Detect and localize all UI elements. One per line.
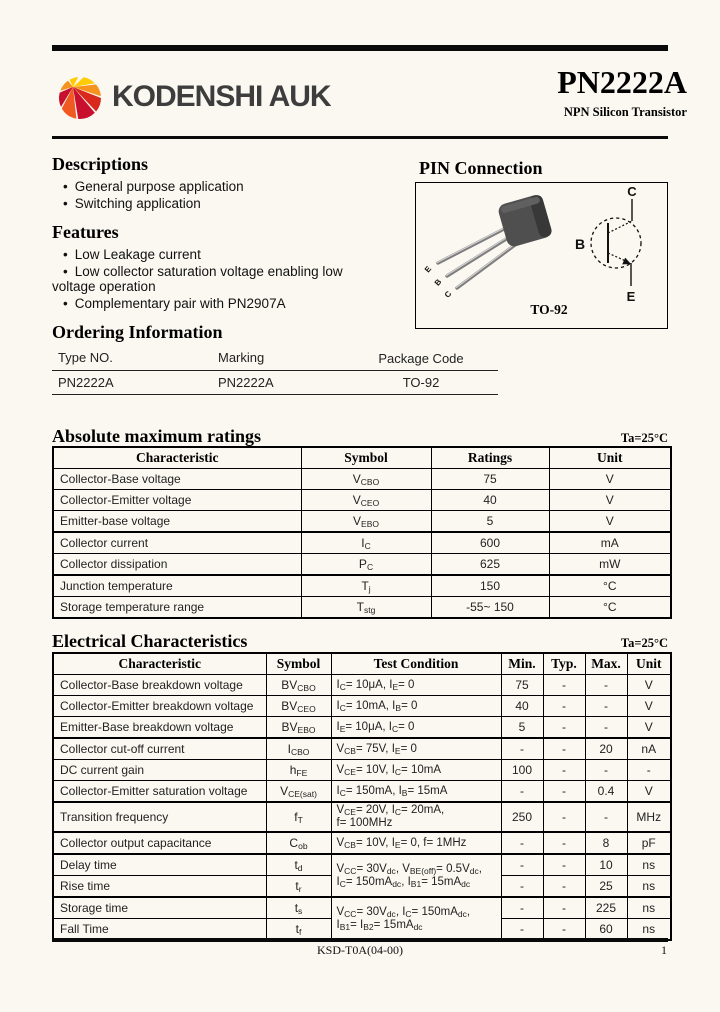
cell-characteristic: Collector-Emitter voltage — [53, 490, 301, 511]
cell-typ: - — [543, 897, 585, 919]
table-row — [53, 469, 671, 490]
cell-symbol: $I_C$ — [301, 532, 431, 554]
device-subtitle: NPN Silicon Transistor — [563, 105, 687, 119]
cell-rating: 625 — [431, 554, 549, 576]
list-item: • Low Leakage current — [52, 247, 360, 263]
lead-label-base: B — [432, 277, 444, 288]
abs-max-title: Absolute maximum ratings — [52, 426, 262, 446]
cell-characteristic: Rise time — [53, 876, 266, 898]
cell-max: - — [585, 675, 627, 696]
table-row — [53, 781, 671, 803]
cell-min: - — [501, 832, 543, 854]
cell-max: 0.4 — [585, 781, 627, 803]
cell-min: - — [501, 897, 543, 919]
cell-unit: pF — [627, 832, 671, 854]
cell-unit: °C — [549, 597, 671, 619]
cell: PN2222A — [212, 371, 344, 395]
list-item: • General purpose application — [52, 179, 362, 195]
cell-symbol: $t_d$ — [266, 854, 331, 876]
table-row — [53, 832, 671, 854]
cell-characteristic: Delay time — [53, 854, 266, 876]
table-row — [53, 490, 671, 511]
pin-connection-drawing — [416, 183, 667, 328]
cell-unit: - — [627, 760, 671, 781]
cell-rating: 5 — [431, 511, 549, 533]
cell-typ: - — [543, 696, 585, 717]
cell-typ: - — [543, 832, 585, 854]
cell-symbol: $BV_{CEO}$ — [266, 696, 331, 717]
elec-table — [52, 652, 672, 941]
pin-connection-title: PIN Connection — [419, 158, 543, 178]
cell-unit: V — [549, 490, 671, 511]
cell-min: 40 — [501, 696, 543, 717]
cell-characteristic: Junction temperature — [53, 575, 301, 597]
cell-test-condition: $I_E= 10\mu A$, $I_C= 0$ — [331, 717, 501, 739]
cell-max: - — [585, 696, 627, 717]
table-row — [53, 696, 671, 717]
column-header: Characteristic — [53, 653, 266, 675]
ordering-title: Ordering Information — [52, 322, 223, 342]
cell-test-condition: $V_{CE}= 10V$, $I_C= 10mA$ — [331, 760, 501, 781]
header-divider — [52, 136, 668, 139]
cell-characteristic: Emitter-Base breakdown voltage — [53, 717, 266, 739]
cell-characteristic: Collector dissipation — [53, 554, 301, 576]
abs-max-condition-note: Ta=25°C — [620, 431, 668, 445]
company-logo — [56, 73, 331, 121]
cell-unit: V — [627, 717, 671, 739]
symbol-label-collector: C — [627, 184, 637, 199]
column-header: Symbol — [266, 653, 331, 675]
cell-max: 20 — [585, 738, 627, 760]
column-header: Ratings — [431, 447, 549, 469]
cell-typ: - — [543, 876, 585, 898]
page-number: 1 — [661, 943, 667, 957]
cell-characteristic: Collector cut-off current — [53, 738, 266, 760]
cell-symbol: $BV_{CBO}$ — [266, 675, 331, 696]
column-header: Symbol — [301, 447, 431, 469]
descriptions-section — [52, 154, 362, 212]
cell-max: - — [585, 717, 627, 739]
cell-test-condition: $I_C= 10\mu A$, $I_E= 0$ — [331, 675, 501, 696]
cell-unit: V — [627, 675, 671, 696]
cell-test-condition: $I_C= 150mA$, $I_B= 15mA$ — [331, 781, 501, 803]
table-row — [52, 371, 498, 395]
cell-max: 225 — [585, 897, 627, 919]
cell-symbol: $t_s$ — [266, 897, 331, 919]
cell-rating: 600 — [431, 532, 549, 554]
cell-characteristic: Emitter-base voltage — [53, 511, 301, 533]
cell-max: 8 — [585, 832, 627, 854]
cell-max: - — [585, 802, 627, 832]
cell-symbol: $t_r$ — [266, 876, 331, 898]
cell-min: - — [501, 919, 543, 941]
part-number-title: PN2222A — [557, 64, 687, 100]
cell-characteristic: Collector-Base voltage — [53, 469, 301, 490]
cell-symbol: $T_{stg}$ — [301, 597, 431, 619]
ordering-table — [52, 347, 498, 395]
cell-test-condition: $V_{CE}= 20V$, $I_C= 20mA$, f= 100MHz — [331, 802, 501, 832]
cell-symbol: $V_{EBO}$ — [301, 511, 431, 533]
package-caption: TO-92 — [530, 302, 568, 317]
cell-min: 100 — [501, 760, 543, 781]
cell-symbol: $t_f$ — [266, 919, 331, 941]
column-header: Typ. — [543, 653, 585, 675]
cell-max: 10 — [585, 854, 627, 876]
cell-min: - — [501, 854, 543, 876]
cell-rating: 150 — [431, 575, 549, 597]
table-row — [53, 511, 671, 533]
brand-name: KODENSHI AUK — [112, 80, 331, 113]
cell-typ: - — [543, 675, 585, 696]
features-section — [52, 222, 360, 312]
cell-typ: - — [543, 919, 585, 941]
symbol-label-emitter: E — [626, 289, 636, 304]
cell-unit: V — [627, 781, 671, 803]
cell-symbol: $BV_{EBO}$ — [266, 717, 331, 739]
cell-characteristic: Collector output capacitance — [53, 832, 266, 854]
cell-test-condition: $V_{CC}= 30V_{dc}$, $I_C= 150mA_{dc}$, $I_{B1}= I_{B2}= 15mA_{dc}$ — [331, 897, 501, 940]
top-rule — [52, 45, 668, 51]
cell-unit: ns — [627, 876, 671, 898]
table-row — [53, 575, 671, 597]
column-header: Package Code — [344, 347, 498, 371]
cell-symbol: $f_T$ — [266, 802, 331, 832]
cell-characteristic: Collector-Base breakdown voltage — [53, 675, 266, 696]
elec-title: Electrical Characteristics — [52, 631, 248, 651]
cell-max: 25 — [585, 876, 627, 898]
cell: TO-92 — [344, 371, 498, 395]
descriptions-list — [52, 179, 362, 211]
table-row — [53, 597, 671, 619]
cell-min: - — [501, 738, 543, 760]
cell-unit: °C — [549, 575, 671, 597]
cell: PN2222A — [52, 371, 212, 395]
cell-typ: - — [543, 802, 585, 832]
pin-connection-box — [415, 182, 668, 329]
cell-unit: nA — [627, 738, 671, 760]
cell-test-condition: $V_{CB}= 75V$, $I_E= 0$ — [331, 738, 501, 760]
cell-symbol: $P_C$ — [301, 554, 431, 576]
cell-symbol: $I_{CBO}$ — [266, 738, 331, 760]
column-header: Test Condition — [331, 653, 501, 675]
column-header: Type NO. — [52, 347, 212, 371]
cell-typ: - — [543, 781, 585, 803]
cell-characteristic: DC current gain — [53, 760, 266, 781]
ordering-header-row — [52, 347, 498, 371]
cell-unit: ns — [627, 854, 671, 876]
cell-symbol: $V_{CE(sat)}$ — [266, 781, 331, 803]
lead-label-collector: C — [442, 289, 454, 300]
cell-test-condition: $V_{CC}= 30V_{dc}$, $V_{BE(off)}= 0.5V_{dc}$, $I_C= 150mA_{dc}$, $I_{B1}= 15mA_{dc}$ — [331, 854, 501, 897]
cell-characteristic: Collector-Emitter saturation voltage — [53, 781, 266, 803]
abs-max-table — [52, 446, 672, 619]
table-row — [53, 760, 671, 781]
column-header: Max. — [585, 653, 627, 675]
list-item: • Low collector saturation voltage enabling low voltage operation — [52, 264, 360, 295]
cell-unit: ns — [627, 919, 671, 941]
footer-divider — [52, 938, 668, 942]
cell-min: 250 — [501, 802, 543, 832]
list-item: • Switching application — [52, 196, 362, 212]
cell-typ: - — [543, 738, 585, 760]
cell-typ: - — [543, 717, 585, 739]
cell-symbol: $h_{FE}$ — [266, 760, 331, 781]
column-header: Unit — [627, 653, 671, 675]
cell-symbol: $C_{ob}$ — [266, 832, 331, 854]
cell-test-condition: $V_{CB}= 10V$, $I_E= 0$, f= 1MHz — [331, 832, 501, 854]
cell-rating: 40 — [431, 490, 549, 511]
cell-rating: 75 — [431, 469, 549, 490]
table-row — [53, 854, 671, 876]
abs-max-header-row — [53, 447, 671, 469]
elec-condition-note: Ta=25°C — [620, 636, 668, 650]
cell-symbol: $T_j$ — [301, 575, 431, 597]
cell-unit: V — [549, 511, 671, 533]
symbol-label-base: B — [574, 236, 586, 252]
cell-symbol: $V_{CBO}$ — [301, 469, 431, 490]
table-row — [53, 897, 671, 919]
column-header: Min. — [501, 653, 543, 675]
elec-header-row — [53, 653, 671, 675]
cell-test-condition: $I_C= 10mA$, $I_B= 0$ — [331, 696, 501, 717]
cell-unit: MHz — [627, 802, 671, 832]
table-row — [53, 738, 671, 760]
table-row — [53, 675, 671, 696]
table-row — [53, 717, 671, 739]
cell-min: 5 — [501, 717, 543, 739]
list-item: • Complementary pair with PN2907A — [52, 296, 360, 312]
cell-unit: mW — [549, 554, 671, 576]
features-title: Features — [52, 222, 119, 242]
cell-min: 75 — [501, 675, 543, 696]
cell-unit: V — [627, 696, 671, 717]
cell-characteristic: Fall Time — [53, 919, 266, 941]
cell-unit: ns — [627, 897, 671, 919]
features-list — [52, 247, 360, 311]
column-header: Characteristic — [53, 447, 301, 469]
lead-label-emitter: E — [422, 264, 434, 275]
cell-characteristic: Storage temperature range — [53, 597, 301, 619]
cell-typ: - — [543, 854, 585, 876]
cell-max: - — [585, 760, 627, 781]
npn-transistor-symbol-icon — [591, 199, 641, 286]
cell-max: 60 — [585, 919, 627, 941]
cell-min: - — [501, 876, 543, 898]
cell-characteristic: Storage time — [53, 897, 266, 919]
column-header: Unit — [549, 447, 671, 469]
cell-unit: V — [549, 469, 671, 490]
cell-min: - — [501, 781, 543, 803]
ordering-information-section — [52, 322, 498, 395]
to92-package-drawing — [423, 193, 553, 299]
cell-characteristic: Transition frequency — [53, 802, 266, 832]
table-row — [53, 554, 671, 576]
cell-rating: -55~ 150 — [431, 597, 549, 619]
table-row — [53, 802, 671, 832]
sunburst-logo-icon — [56, 73, 104, 121]
table-row — [53, 532, 671, 554]
column-header: Marking — [212, 347, 344, 371]
cell-characteristic: Collector-Emitter breakdown voltage — [53, 696, 266, 717]
cell-symbol: $V_{CEO}$ — [301, 490, 431, 511]
cell-characteristic: Collector current — [53, 532, 301, 554]
cell-unit: mA — [549, 532, 671, 554]
descriptions-title: Descriptions — [52, 154, 148, 174]
document-code: KSD-T0A(04-00) — [317, 943, 403, 957]
cell-typ: - — [543, 760, 585, 781]
